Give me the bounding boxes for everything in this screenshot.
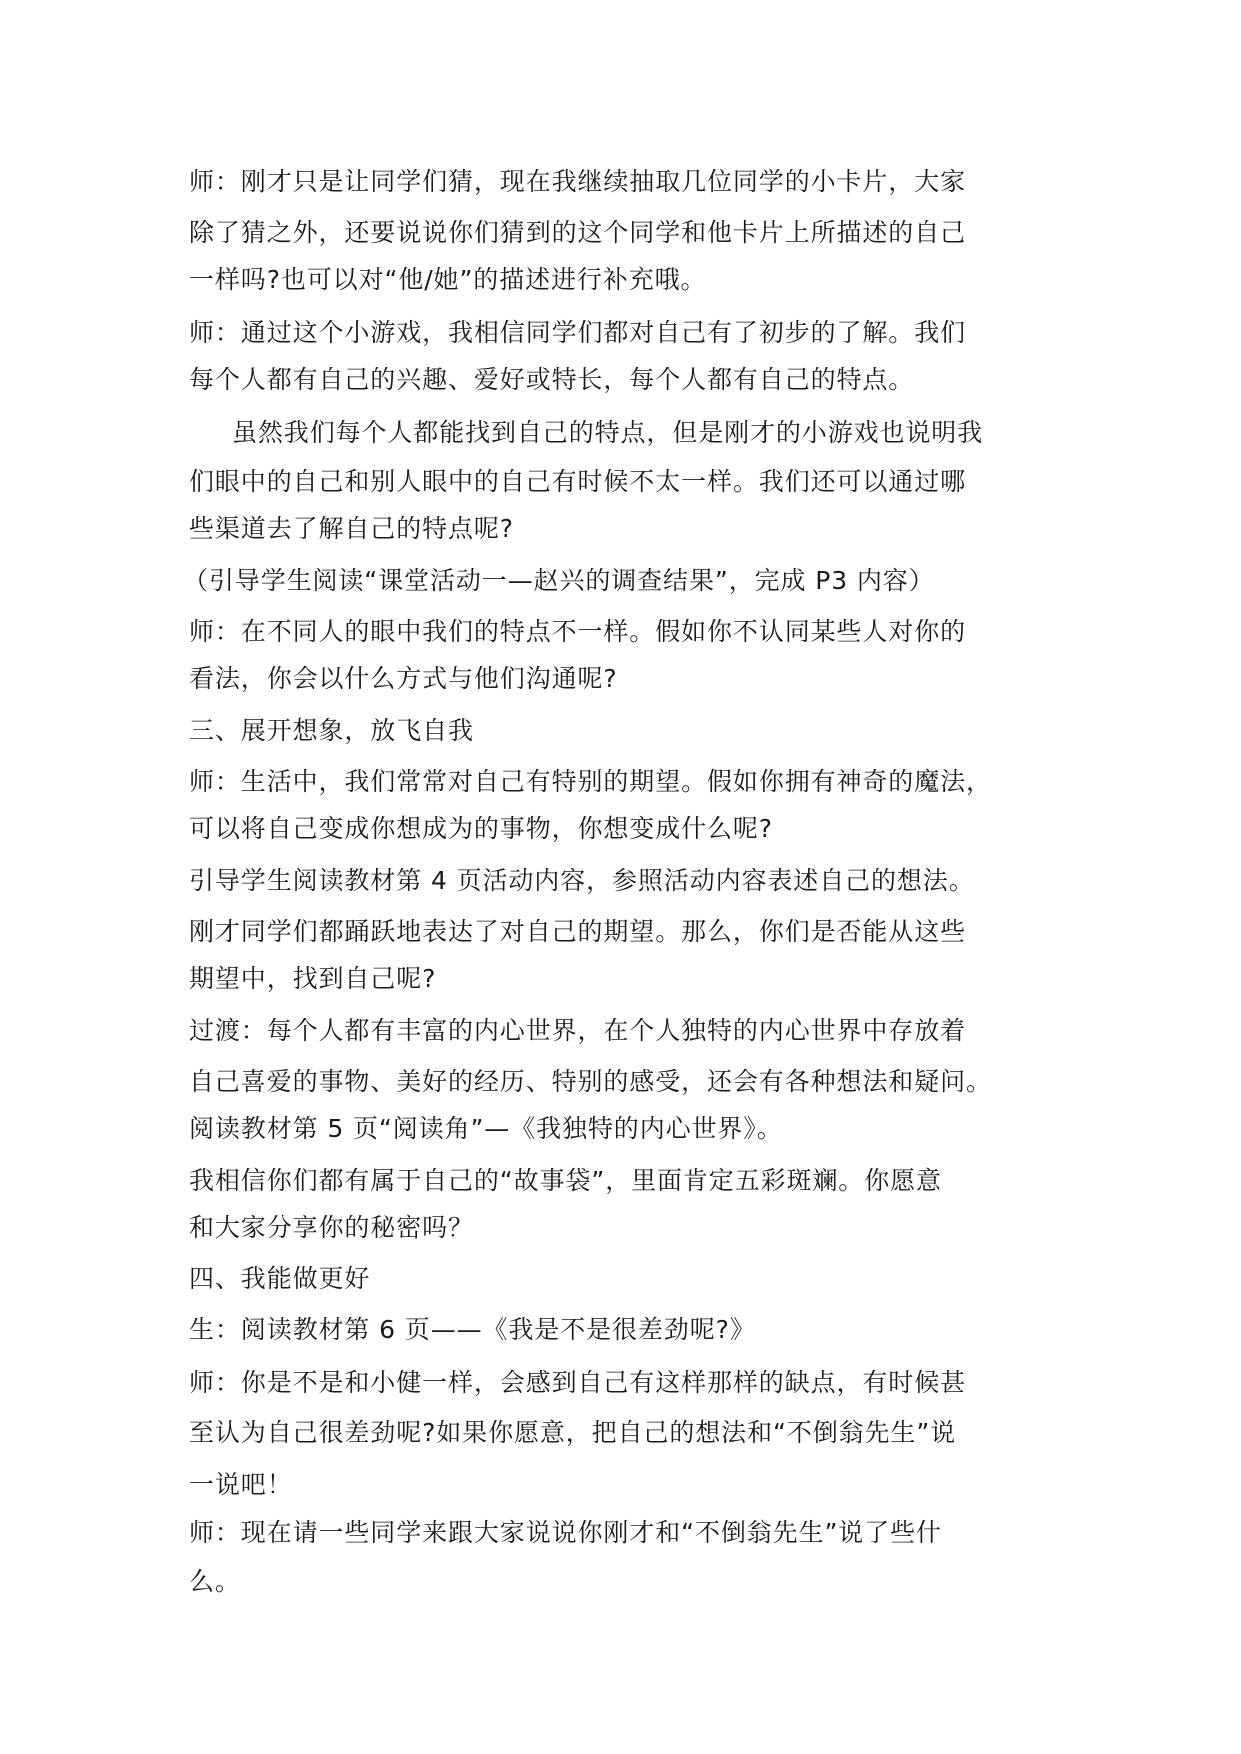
text-line: 师：你是不是和小健一样，会感到自己有这样那样的缺点，有时候甚 [189,1368,967,1397]
section-heading: 三、展开想象，放飞自我 [189,716,474,745]
text-line: 看法，你会以什么方式与他们沟通呢? [189,664,618,693]
text-line: 们眼中的自己和别人眼中的自己有时候不太一样。我们还可以通过哪 [189,467,967,496]
text-line: 除了猜之外，还要说说你们猜到的这个同学和他卡片上所描述的自己 [189,218,967,247]
text-line: 师：通过这个小游戏，我相信同学们都对自己有了初步的了解。我们 [189,318,967,347]
text-line: 一说吧！ [189,1470,293,1499]
text-line: 期望中，找到自己呢? [189,964,437,993]
text-line: 刚才同学们都踊跃地表达了对自己的期望。那么，你们是否能从这些 [189,917,967,946]
text-line: 自己喜爱的事物、美好的经历、特别的感受，还会有各种想法和疑问。 [189,1067,992,1096]
text-line: 师：刚才只是让同学们猜，现在我继续抽取几位同学的小卡片，大家 [189,167,967,196]
text-line: 引导学生阅读教材第 4 页活动内容，参照活动内容表述自己的想法。 [189,866,975,895]
text-line: 么。 [189,1567,241,1596]
text-line: 可以将自己变成你想成为的事物，你想变成什么呢? [189,814,773,843]
text-line: （引导学生阅读“课堂活动一—赵兴的调查结果”，完成 P3 内容） [183,566,935,595]
text-line: 师：现在请一些同学来跟大家说说你刚才和“不倒翁先生”说了些什 [189,1518,942,1547]
text-line: 我相信你们都有属于自己的“故事袋”，里面肯定五彩斑斓。你愿意 [189,1166,942,1195]
text-line: 和大家分享你的秘密吗？ [189,1213,474,1242]
text-line: 师：生活中，我们常常对自己有特别的期望。假如你拥有神奇的魔法， [189,767,992,796]
text-line: 些渠道去了解自己的特点呢? [189,514,514,543]
text-line: 阅读教材第 5 页“阅读角”—《我独特的内心世界》。 [189,1114,783,1143]
text-line-indented: 虽然我们每个人都能找到自己的特点，但是刚才的小游戏也说明我 [232,418,984,447]
text-line: 至认为自己很差劲呢?如果你愿意，把自己的想法和“不倒翁先生”说 [189,1418,957,1447]
text-line: 过渡：每个人都有丰富的内心世界，在个人独特的内心世界中存放着 [189,1016,967,1045]
text-line: 每个人都有自己的兴趣、爱好或特长，每个人都有自己的特点。 [189,365,915,394]
section-heading: 四、我能做更好 [189,1264,371,1293]
text-line: 师：在不同人的眼中我们的特点不一样。假如你不认同某些人对你的 [189,617,967,646]
text-line: 生：阅读教材第 6 页——《我是不是很差劲呢?》 [189,1315,756,1344]
text-line: 一样吗?也可以对“他/她”的描述进行补充哦。 [189,265,707,294]
